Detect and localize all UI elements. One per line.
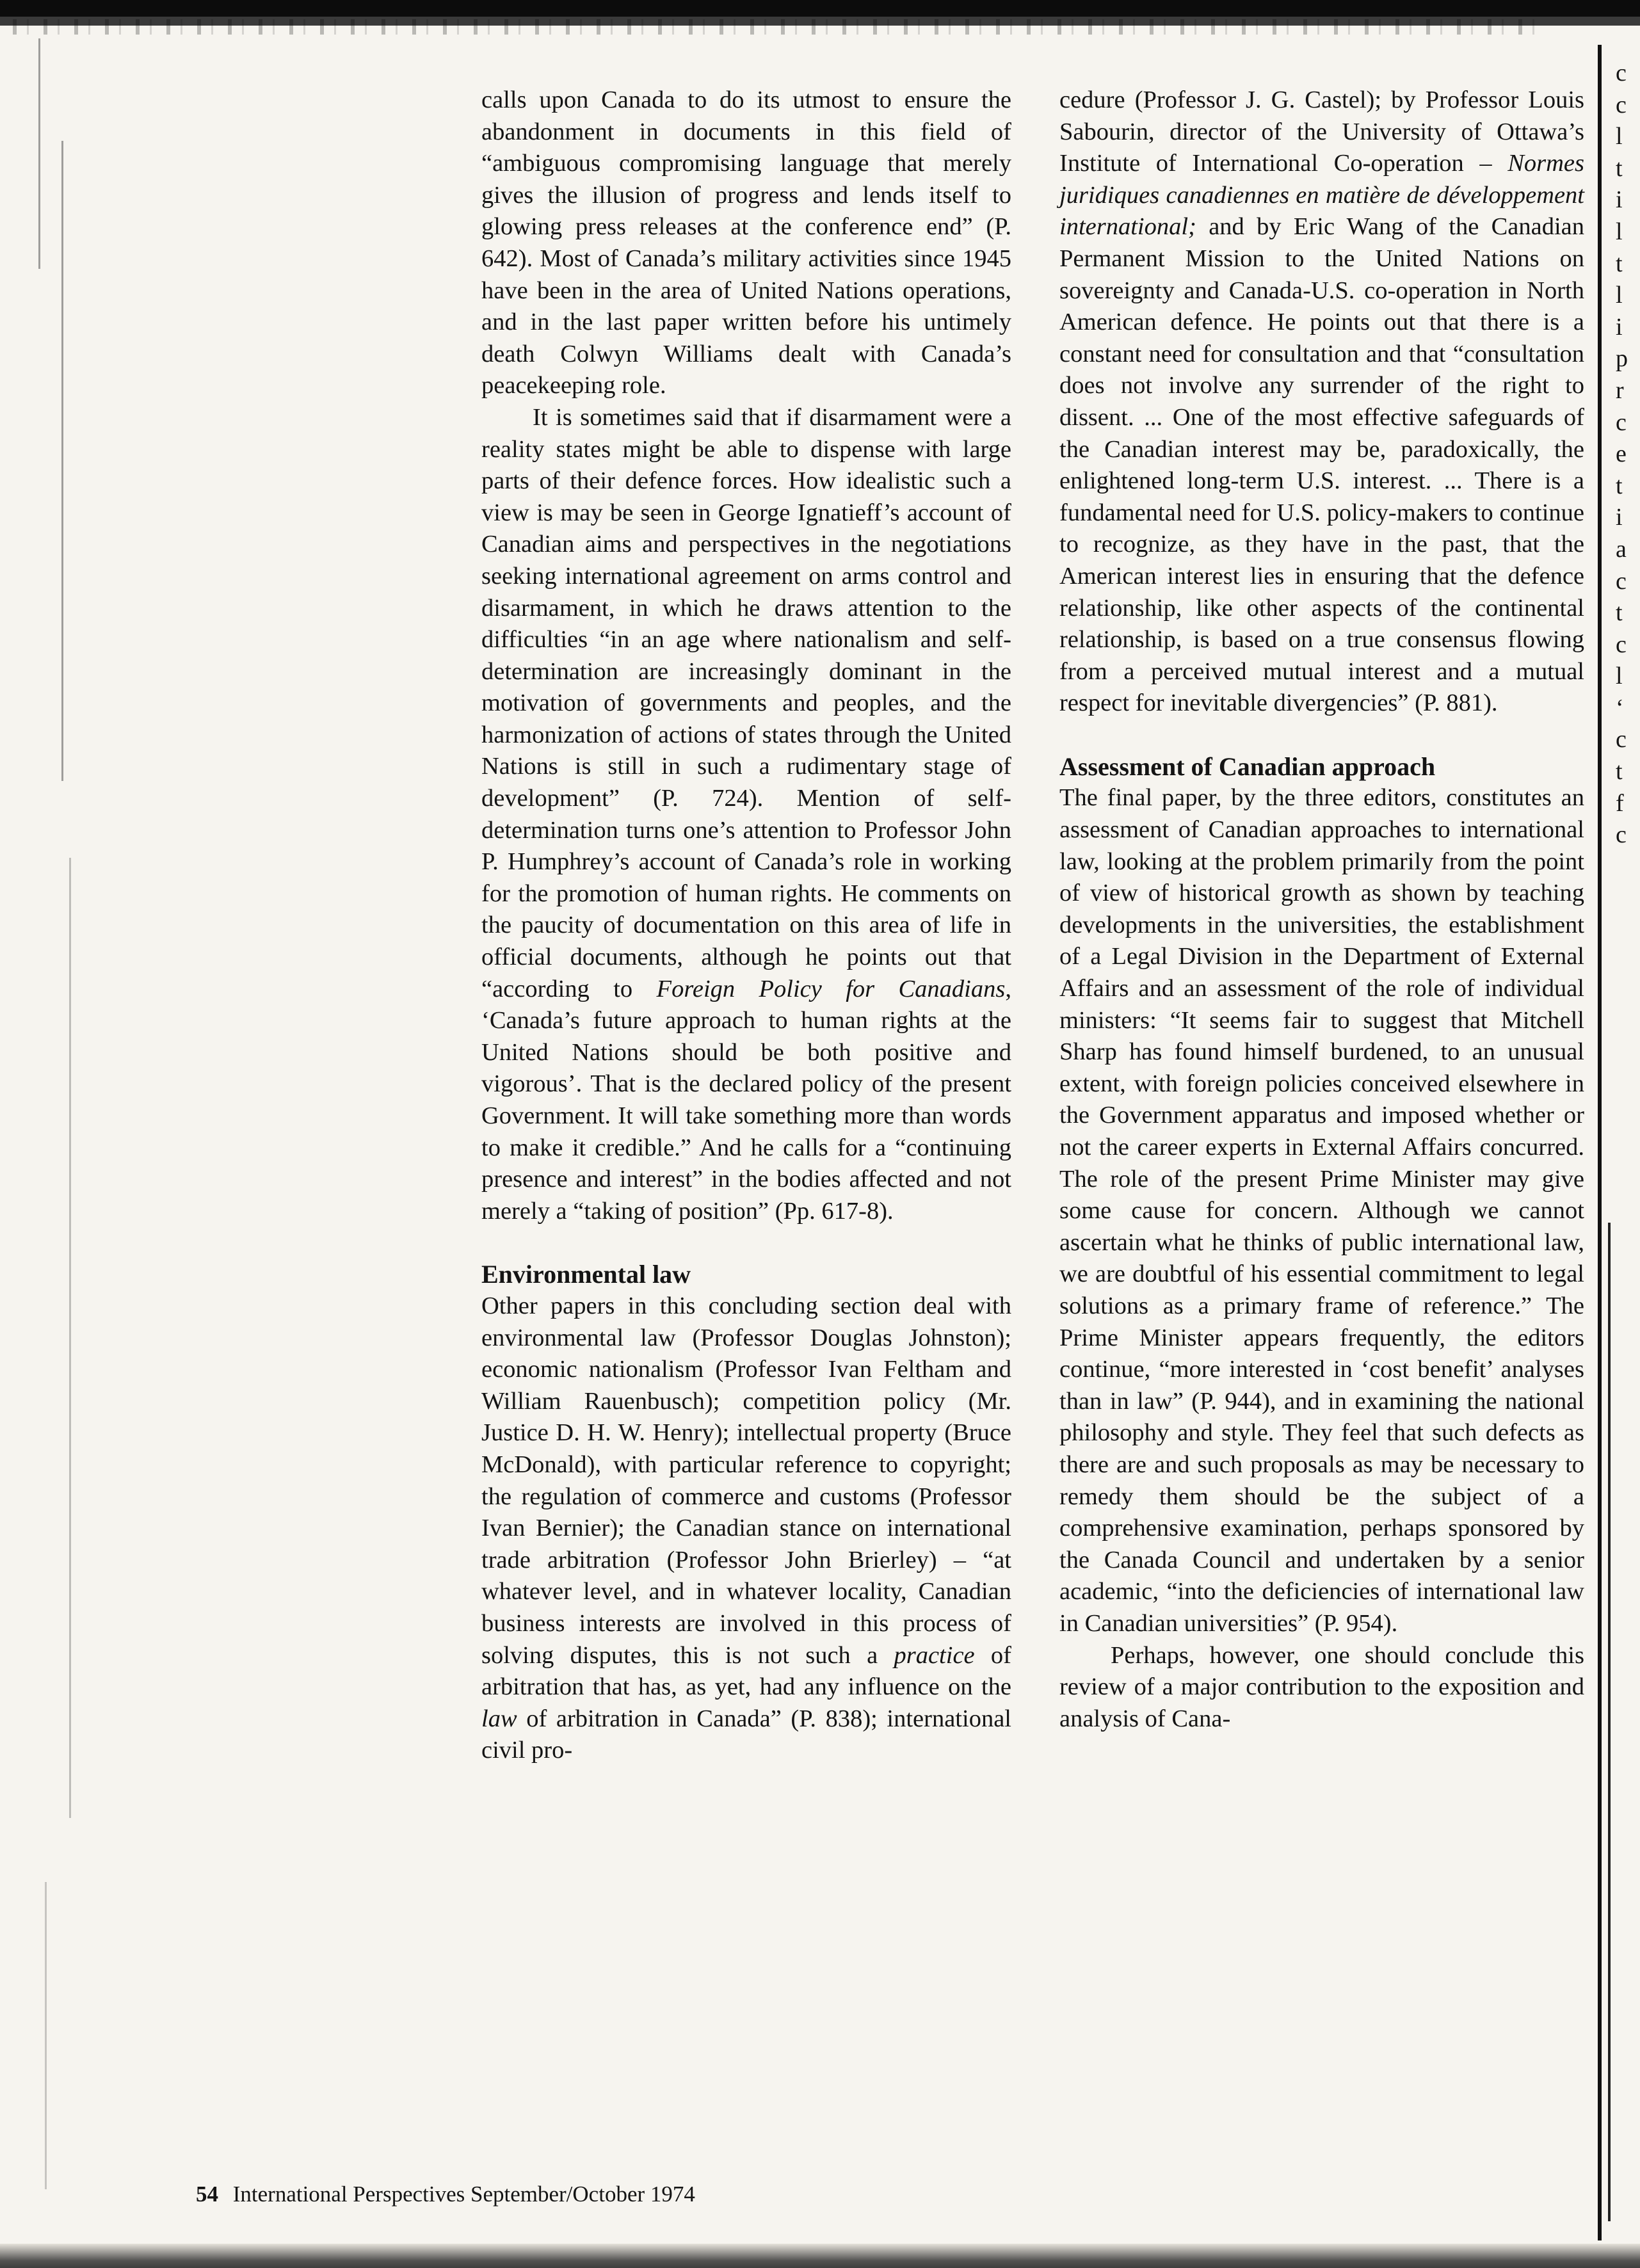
paragraph	[481, 402, 1011, 1227]
italic-title: Foreign Policy for Canadians	[656, 975, 1006, 1002]
text-run: of arbitration that has, as yet, had any influence on the	[481, 1641, 1011, 1701]
text-run: of arbitration in Canada” (P. 838); international civil pro-	[481, 1705, 1011, 1764]
column-rule	[1608, 1223, 1611, 2221]
adjacent-page-edge	[1593, 45, 1640, 2240]
scan-left-margin-marks	[0, 26, 166, 2228]
column-rule	[1598, 45, 1602, 2240]
section-heading-environmental-law: Environmental law	[481, 1260, 691, 1289]
right-text-column	[1059, 84, 1584, 1735]
publication-line: International Perspectives September/October 1974	[232, 2182, 695, 2207]
text-run: cedure (Professor J. G. Castel); by Professor Louis Sabourin, director of the University of Ottawa’s Institute of International Co-operation –	[1059, 86, 1584, 177]
paragraph: Perhaps, however, one should conclude this review of a major contribution to the exposition and analysis of Cana-	[1059, 1641, 1584, 1732]
paragraph	[1059, 84, 1584, 720]
italic-word: law	[481, 1705, 517, 1732]
italic-title: Normes juridiques canadiennes en matière de développement international;	[1059, 150, 1584, 241]
paragraph: calls upon Canada to do its utmost to ensure the abandonment in documents in this field of “ambiguous compromising language that merely gives the illusion of progress and lends itself to glowing press releases at the conference end” (P. 642). Most of Canada’s military activities since 1945 have been in the area of United Nations operations, and in the last paper written before his untimely death Colwyn Williams dealt with Canada’s peacekeeping role.	[481, 86, 1011, 399]
cropped-text-fragment: c c l t i l t l i p r c e t i a c t c l ‘ c t f c	[1616, 60, 1628, 849]
text-run: Other papers in this concluding section deal with environmental law (Professor Douglas Johnston); economic nationalism (Professor Ivan Feltham and William Rauenbusch); competition policy (Mr. Justice D. H. W. Henry); intellectual property (Bruce McDonald), with particular reference to copyright; the regulation of commerce and customs (Professor Ivan Bernier); the Canadian stance on international trade arbitration (Professor John Brierley) – “at whatever level, and in whatever locality, Canadian business interests are involved in this process of solving disputes, this is not such a	[481, 1292, 1011, 1669]
section-heading-assessment: Assessment of Canadian approach	[1059, 752, 1436, 781]
scan-bottom-border	[0, 2244, 1640, 2268]
left-text-column	[481, 84, 1011, 1767]
scan-noise	[13, 19, 1549, 35]
page-number: 54	[196, 2182, 218, 2207]
page-footer	[196, 2182, 695, 2207]
text-run: It is sometimes said that if disarmament were a reality states might be able to dispense with large parts of their defence forces. How idealistic such a view is may be seen in George Ignatieff’s account of Canadian aims and perspectives in the negotiations seeking international agreement on arms control and disarmament, in which he draws attention to the difficulties “in an age where nationalism and self-determination are increasingly dominant in the motivation of governments and peoples, and the harmonization of actions of states through the United Nations is still in such a rudimentary stage of development” (P. 724). Mention of self-determination turns one’s attention to Professor John P. Humphrey’s account of Canada’s role in working for the promotion of human rights. He comments on the paucity of documentation on this area of life in official documents, although he points out that “according to	[481, 403, 1011, 1002]
text-run: and by Eric Wang of the Canadian Permanent Mission to the United Nations on sovereignty and Canada-U.S. co-operation in North American defence. He points out that there is a constant need for consultation and that “consultation does not involve any surrender of the right to dissent. ... One of the most effective safeguards of the Canadian interest may be, paradoxically, the enlightened long-term U.S. interest. ... There is a fundamental need for U.S. policy-makers to continue to recognize, as they have in the past, that the American interest lies in ensuring that the defence relationship, like other aspects of the continental relationship, is based on a true consensus flowing from a perceived mutual interest and a mutual respect for inevitable divergencies” (P. 881).	[1059, 213, 1584, 717]
paragraph: The final paper, by the three editors, constitutes an assessment of Canadian approaches to international law, looking at the problem primarily from the point of view of historical growth as shown by teaching developments in the universities, the establishment of a Legal Division in the Department of External Affairs and an assessment of the role of individual ministers: “It seems fair to suggest that Mitchell Sharp has found himself burdened, to an unusual extent, with foreign policies conceived elsewhere in the Government apparatus and imposed whether or not the career experts in External Affairs concurred. The role of the present Prime Minister may give some cause for concern. Although we cannot ascertain what he thinks of public international law, we are doubtful of his essential commitment to legal solutions as a primary frame of reference.” The Prime Minister appears frequently, the editors continue, “more interested in ‘cost benefit’ analyses than in law” (P. 944), and in examining the national philosophy and style. They feel that such defects as there are and such proposals as may be necessary to remedy them should be the subject of a comprehensive examination, perhaps sponsored by the Canada Council and undertaken by a senior academic, “into the deficiencies of international law in Canadian universities” (P. 954).	[1059, 784, 1584, 1637]
italic-word: practice	[894, 1641, 975, 1669]
paragraph	[481, 1291, 1011, 1767]
text-run: , ‘Canada’s future approach to human rights at the United Nations should be both positive and vigorous’. That is the declared policy of the present Government. It will take something more than words to make it credible.” And he calls for a “continuing presence and interest” in the bodies affected and not merely a “taking of position” (Pp. 617-8).	[481, 975, 1011, 1225]
